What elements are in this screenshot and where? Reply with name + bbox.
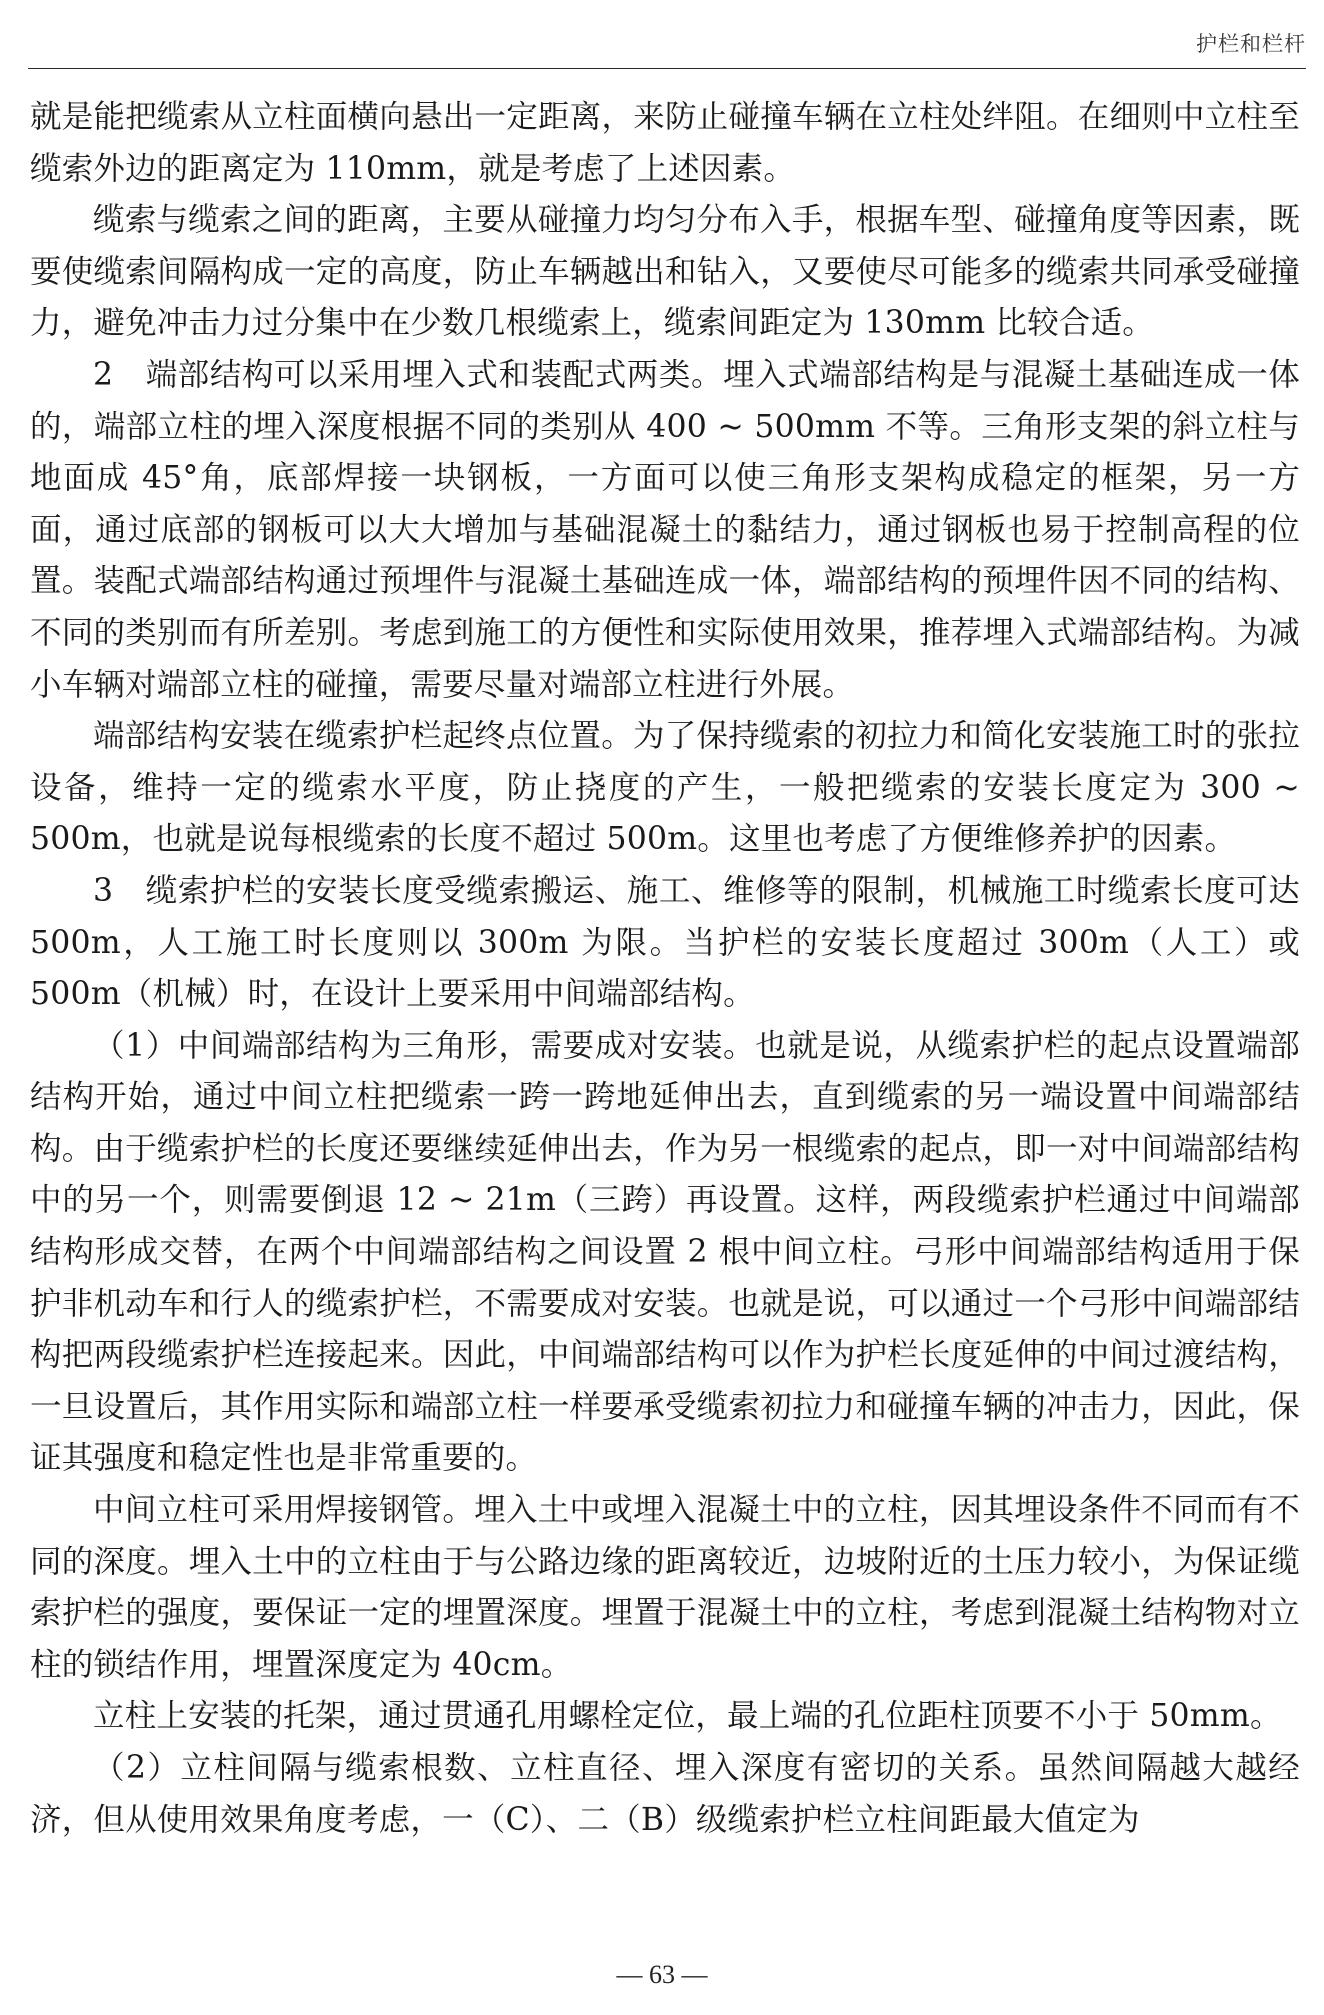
- page-number: — 63 —: [616, 1960, 708, 1989]
- paragraph-intermediate-end: （1）中间端部结构为三角形，需要成对安装。也就是说，从缆索护栏的起点设置端部结构开始，通过中间立柱把缆索一跨一跨地延伸出去，直到缆索的另一端设置中间端部结构。由于缆索护栏的长度还要继续延伸出去，作为另一根缆索的起点，即一对中间端部结构中的另一个，则需要倒退 12 ~ 21m（三跨）再设置。这样，两段缆索护栏通过中间端部结构形成交替，在两个中间端部结构之间设置 2 根中间立柱。弓形中间端部结构适用于保护非机动车和行人的缆索护栏，不需要成对安装。也就是说，可以通过一个弓形中间端部结构把两段缆索护栏连接起来。因此，中间端部结构可以作为护栏长度延伸的中间过渡结构，一旦设置后，其作用实际和端部立柱一样要承受缆索初拉力和碰撞车辆的冲击力，因此，保证其强度和稳定性也是非常重要的。: [30, 1027, 1300, 1477]
- paragraph-install-length: 3 缆索护栏的安装长度受缆索搬运、施工、维修等的限制，机械施工时缆索长度可达 500m，人工施工时长度则以 300m 为限。当护栏的安装长度超过 300m（人工）或 500m（机械）时，在设计上要采用中间端部结构。: [30, 872, 1300, 1013]
- paragraph-post-spacing: （2）立柱间隔与缆索根数、立柱直径、埋入深度有密切的关系。虽然间隔越大越经济，但从使用效果角度考虑，一（C）、二（B）级缆索护栏立柱间距最大值定为: [30, 1750, 1300, 1838]
- paragraph-continuation: 就是能把缆索从立柱面横向悬出一定距离，来防止碰撞车辆在立柱处绊阻。在细则中立柱至缆索外边的距离定为 110mm，就是考虑了上述因素。: [30, 99, 1300, 187]
- page-header: [28, 24, 1306, 69]
- paragraph-intermediate-post: 中间立柱可采用焊接钢管。埋入土中或埋入混凝土中的立柱，因其埋设条件不同而有不同的深度。埋入土中的立柱由于与公路边缘的距离较近，边坡附近的土压力较小，为保证缆索护栏的强度，要保证一定的埋置深度。埋置于混凝土中的立柱，考虑到混凝土结构物对立柱的锁结作用，埋置深度定为 40cm。: [30, 1492, 1300, 1683]
- paragraph-bracket: 立柱上安装的托架，通过贯通孔用螺栓定位，最上端的孔位距柱顶要不小于 50mm。: [93, 1698, 1282, 1735]
- body-text: [30, 92, 1300, 1846]
- running-title: 护栏和栏杆: [1196, 32, 1306, 56]
- paragraph-cable-spacing: 缆索与缆索之间的距离，主要从碰撞力均匀分布入手，根据车型、碰撞角度等因素，既要使缆索间隔构成一定的高度，防止车辆越出和钻入，又要使尽可能多的缆索共同承受碰撞力，避免冲击力过分集中在少数几根缆索上，缆索间距定为 130mm 比较合适。: [30, 202, 1300, 342]
- paragraph-end-structure: 2 端部结构可以采用埋入式和装配式两类。埋入式端部结构是与混凝土基础连成一体的，端部立柱的埋入深度根据不同的类别从 400 ~ 500mm 不等。三角形支架的斜立柱与地面成 45°角，底部焊接一块钢板，一方面可以使三角形支架构成稳定的框架，另一方面，通过底部的钢板可以大大增加与基础混凝土的黏结力，通过钢板也易于控制高程的位置。装配式端部结构通过预埋件与混凝土基础连成一体，端部结构的预埋件因不同的结构、不同的类别而有所差别。考虑到施工的方便性和实际使用效果，推荐埋入式端部结构。为减小车辆对端部立柱的碰撞，需要尽量对端部立柱进行外展。: [30, 356, 1300, 703]
- paragraph-end-installation: 端部结构安装在缆索护栏起终点位置。为了保持缆索的初拉力和简化安装施工时的张拉设备，维持一定的缆索水平度，防止挠度的产生，一般把缆索的安装长度定为 300 ~ 500m，也就是说每根缆索的长度不超过 500m。这里也考虑了方便维修养护的因素。: [30, 718, 1300, 858]
